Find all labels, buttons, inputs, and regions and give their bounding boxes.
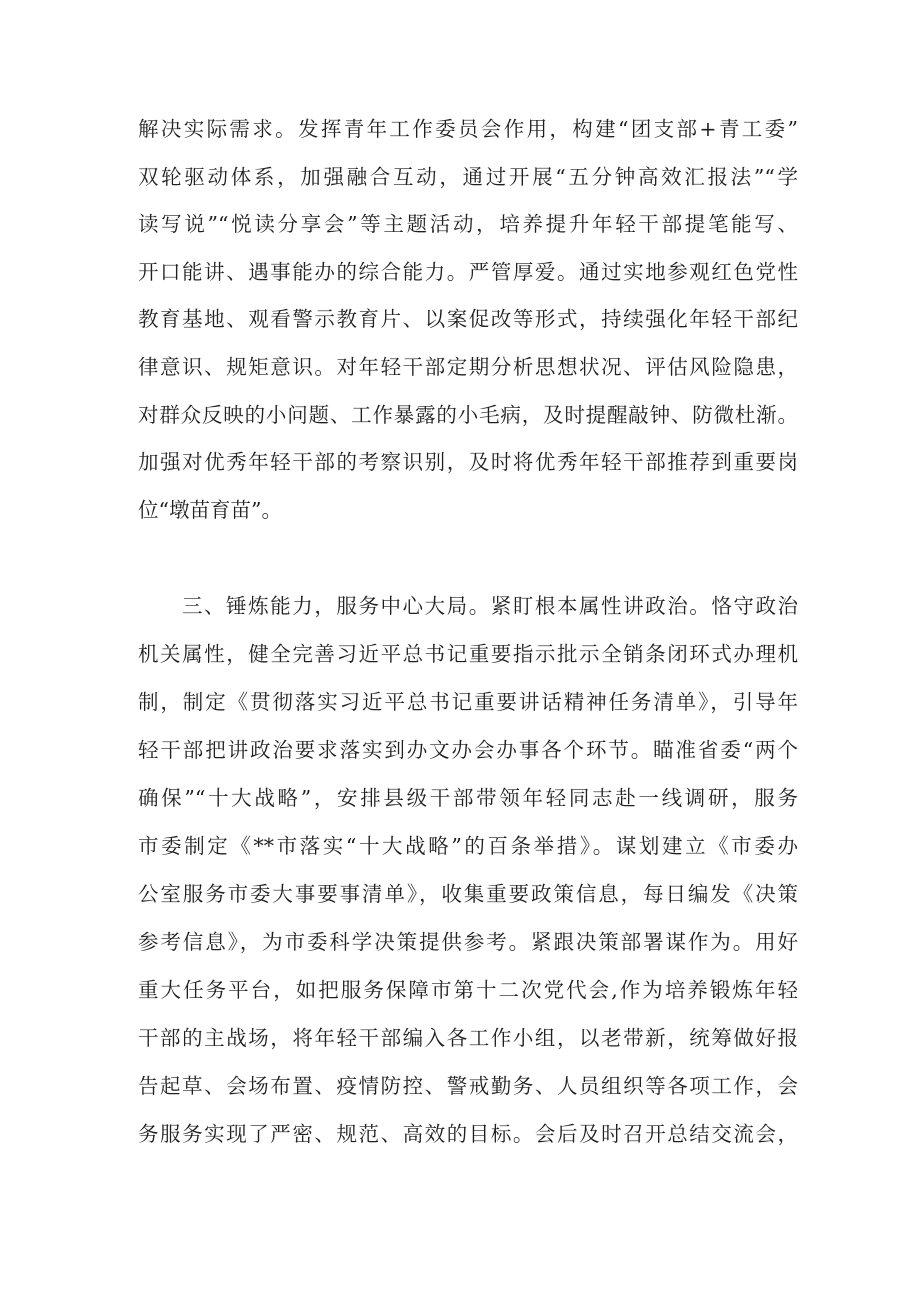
text-line: 机关属性，健全完善习近平总书记重要指示批示全销条闭环式办理机 — [138, 642, 798, 666]
text-line: 制，制定《贯彻落实习近平总书记重要讲话精神任务清单》，引导年 — [138, 690, 798, 714]
text-line: 告起草、会场布置、疫情防控、警戒勤务、人员组织等各项工作，会 — [138, 1074, 798, 1098]
text-line: 公室服务市委大事要事清单》，收集重要政策信息，每日编发《决策 — [138, 882, 798, 906]
text-line: 位“墩苗育苗”。 — [138, 498, 282, 522]
text-line: 解决实际需求。发挥青年工作委员会作用，构建“团支部+青工委” — [138, 117, 798, 141]
text-line: 开口能讲、遇事能办的综合能力。严管厚爱。通过实地参观红色党性 — [138, 260, 798, 284]
text-line: 对群众反映的小问题、工作暴露的小毛病，及时提醒敲钟、防微杜渐。 — [138, 403, 798, 427]
text-line: 律意识、规矩意识。对年轻干部定期分析思想状况、评估风险隐患， — [138, 355, 798, 379]
text-line: 务服务实现了严密、规范、高效的目标。会后及时召开总结交流会， — [138, 1122, 798, 1146]
text-line: 读写说”“悦读分享会”等主题活动，培养提升年轻干部提笔能写、 — [138, 212, 798, 236]
text-line: 双轮驱动体系，加强融合互动，通过开展“五分钟高效汇报法”“学 — [138, 165, 798, 189]
text-line: 教育基地、观看警示教育片、以案促改等形式，持续强化年轻干部纪 — [138, 307, 798, 331]
text-line: 重大任务平台，如把服务保障市第十二次党代会,作为培养锻炼年轻 — [138, 978, 798, 1002]
text-line: 参考信息》，为市委科学决策提供参考。紧跟决策部署谋作为。用好 — [138, 930, 798, 954]
text-line: 确保”“十大战略”，安排县级干部带领年轻同志赴一线调研，服务 — [138, 786, 798, 810]
text-line: 轻干部把讲政治要求落实到办文办会办事各个环节。瞄准省委“两个 — [138, 738, 798, 762]
text-line: 加强对优秀年轻干部的考察识别，及时将优秀年轻干部推荐到重要岗 — [138, 450, 798, 474]
text-line: 干部的主战场，将年轻干部编入各工作小组，以老带新，统筹做好报 — [138, 1026, 798, 1050]
text-line: 市委制定《**市落实“十大战略”的百条举措》。谋划建立《市委办 — [138, 834, 798, 858]
text-line: 三、锤炼能力，服务中心大局。紧盯根本属性讲政治。恪守政治 — [182, 594, 798, 618]
